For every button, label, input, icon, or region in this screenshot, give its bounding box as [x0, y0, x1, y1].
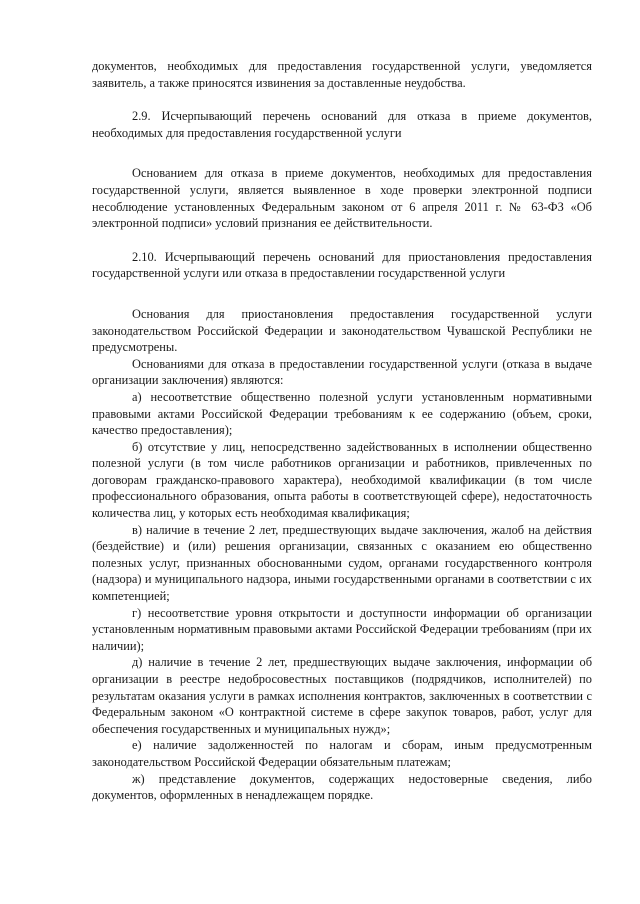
section-heading-2-9: 2.9. Исчерпывающий перечень оснований для отказа в приеме документов, необходимых для предоставления государственной услуги	[92, 109, 592, 140]
list-item-b: б) отсутствие у лиц, непосредственно задействованных в исполнении общественно полезной услуги (в том числе работников организации и работников, привлеченных по договорам гражданско-правового характера), необходимой квалификации (в том числе профессионального образования, опыта работы в соответствующей сфере), недостаточность количества лиц, у которых есть необходимая квалификация;	[92, 439, 592, 521]
section-heading-2-10: 2.10. Исчерпывающий перечень оснований для приостановления предоставления государственной услуги или отказа в предоставлении государственной услуги	[92, 249, 592, 281]
list-item-g: г) несоответствие уровня открытости и доступности информации об организации установленным нормативным правовыми актами Российской Федерации требованиям (при их наличии);	[92, 605, 592, 653]
list-item-v: в) наличие в течение 2 лет, предшествующих выдаче заключения, жалоб на действия (бездействие) и (или) решения организации, связанных с оказанием ею общественно полезных услуг, признанных обоснованными судом, органами государственного контроля (надзора) и муниципального надзора, иными государственными органами в соответствии с их компетенцией;	[92, 522, 592, 604]
paragraph-2-10-suspension: Основания для приостановления предоставления государственной услуги законодательством Российской Федерации и законодательством Чувашской Республики не предусмотрены.	[92, 306, 592, 355]
list-item-a: а) несоответствие общественно полезной услуги установленным нормативными правовыми актами Российской Федерации требованиям к ее содержанию (объем, сроки, качество предоставления);	[92, 389, 592, 438]
list-item-e: е) наличие задолженностей по налогам и сборам, иным предусмотренным законодательством Российской Федерации обязательным платежам;	[92, 738, 592, 769]
paragraph-2-9-basis: Основанием для отказа в приеме документов, необходимых для предоставления государственной услуги, является выявленное в ходе проверки электронной подписи несоблюдение установленных Федеральным законом от 6 апреля 2011 г. № 63-ФЗ «Об электронной подписи» условий признания ее действительности.	[92, 166, 592, 231]
list-item-zh: ж) представление документов, содержащих недостоверные сведения, либо документов, оформленных в ненадлежащем порядке.	[92, 771, 592, 803]
document-page	[92, 58, 592, 804]
paragraph-continuation: документов, необходимых для предоставления государственной услуги, уведомляется заявитель, а также приносятся извинения за доставленные неудобства.	[92, 59, 592, 90]
list-item-d: д) наличие в течение 2 лет, предшествующих выдаче заключения, информации об организации в реестре недобросовестных поставщиков (подрядчиков, исполнителей) по результатам оказания услуги в рамках исполнения контрактов, заключенных в соответствии с Федеральным законом «О контрактной системе в сфере закупок товаров, работ, услуг для обеспечения государственных и муниципальных нужд»;	[92, 655, 592, 736]
paragraph-2-10-refusal-intro: Основаниями для отказа в предоставлении государственной услуги (отказа в выдаче организации заключения) являются:	[92, 356, 592, 388]
